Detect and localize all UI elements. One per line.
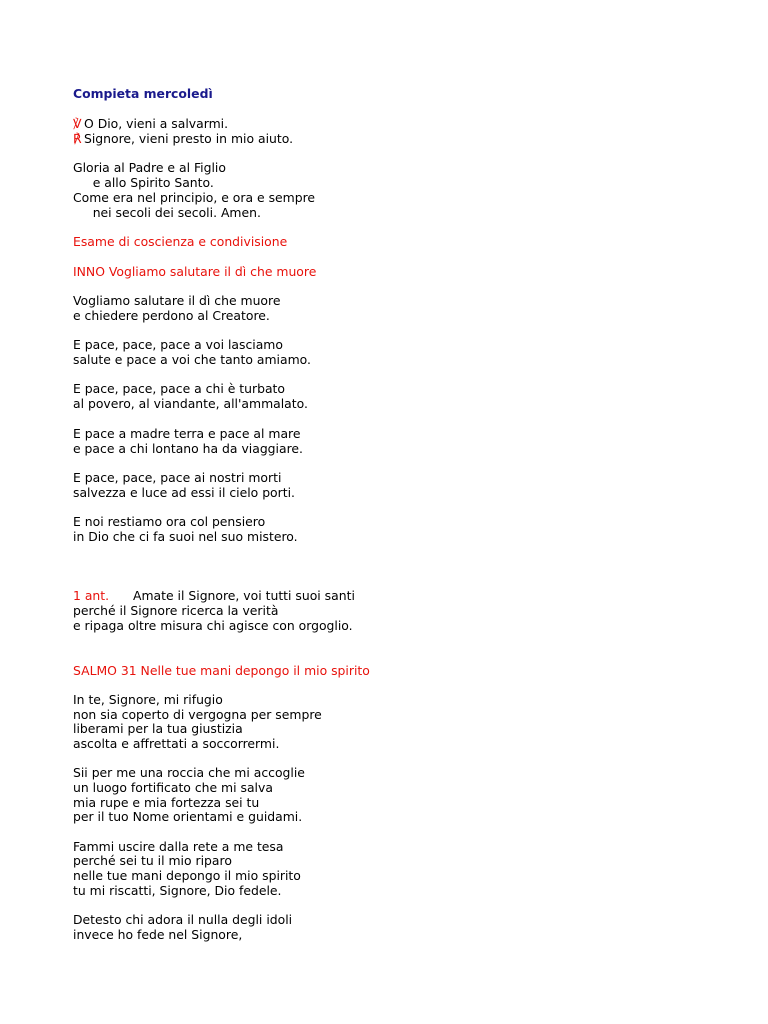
hymn-line: e chiedere perdono al Creatore. xyxy=(73,308,270,323)
exam-heading: Esame di coscienza e condivisione xyxy=(73,234,288,249)
hymn-line: al povero, al viandante, all'ammalato. xyxy=(73,396,308,411)
psalm-line: nelle tue mani depongo il mio spirito xyxy=(73,868,301,883)
psalm-line: perché sei tu il mio riparo xyxy=(73,853,232,868)
response-line xyxy=(73,131,293,146)
versicle-text: O Dio, vieni a salvarmi. xyxy=(84,116,229,131)
versicle-line xyxy=(73,116,228,131)
hymn-line: E pace, pace, pace a voi lasciamo xyxy=(73,337,283,352)
psalm-line: In te, Signore, mi rifugio xyxy=(73,692,223,707)
hymn-line: Vogliamo salutare il dì che muore xyxy=(73,293,281,308)
psalm-line: mia rupe e mia fortezza sei tu xyxy=(73,795,260,810)
hymn-line: e pace a chi lontano ha da viaggiare. xyxy=(73,441,303,456)
hymn-line: salvezza e luce ad essi il cielo porti. xyxy=(73,485,295,500)
hymn-line: salute e pace a voi che tanto amiamo. xyxy=(73,352,311,367)
psalm-line: Detesto chi adora il nulla degli idoli xyxy=(73,912,293,927)
hymn-line: in Dio che ci fa suoi nel suo mistero. xyxy=(73,529,298,544)
psalm-line: un luogo fortificato che mi salva xyxy=(73,780,273,795)
gloria-line: e allo Spirito Santo. xyxy=(73,175,214,190)
versicle-symbol: ℣ xyxy=(73,116,82,131)
psalm-line: non sia coperto di vergogna per sempre xyxy=(73,707,322,722)
antiphon-line: perché il Signore ricerca la verità xyxy=(73,603,279,618)
response-symbol: ℟ xyxy=(73,131,82,146)
page-title: Compieta mercoledì xyxy=(73,86,213,101)
gloria-line: nei secoli dei secoli. Amen. xyxy=(73,205,261,220)
gloria-line: Come era nel principio, e ora e sempre xyxy=(73,190,316,205)
psalm-line: per il tuo Nome orientami e guidami. xyxy=(73,809,303,824)
psalm-line: liberami per la tua giustizia xyxy=(73,721,243,736)
psalm-line: tu mi riscatti, Signore, Dio fedele. xyxy=(73,883,282,898)
psalm-line: invece ho fede nel Signore, xyxy=(73,927,243,942)
psalm-line: Sii per me una roccia che mi accoglie xyxy=(73,765,305,780)
antiphon-text: Amate il Signore, voi tutti suoi santi xyxy=(133,588,355,603)
antiphon-line: e ripaga oltre misura chi agisce con orgoglio. xyxy=(73,618,353,633)
psalm-line: ascolta e affrettati a soccorrermi. xyxy=(73,736,280,751)
hymn-line: E pace a madre terra e pace al mare xyxy=(73,426,301,441)
hymn-line: E noi restiamo ora col pensiero xyxy=(73,514,266,529)
hymn-heading: INNO Vogliamo salutare il dì che muore xyxy=(73,264,317,279)
gloria-line: Gloria al Padre e al Figlio xyxy=(73,160,226,175)
antiphon-first-line xyxy=(73,588,355,603)
psalm-line: Fammi uscire dalla rete a me tesa xyxy=(73,839,284,854)
response-text: Signore, vieni presto in mio aiuto. xyxy=(84,131,294,146)
hymn-line: E pace, pace, pace a chi è turbato xyxy=(73,381,285,396)
psalm-heading: SALMO 31 Nelle tue mani depongo il mio spirito xyxy=(73,663,370,678)
hymn-line: E pace, pace, pace ai nostri morti xyxy=(73,470,282,485)
antiphon-label: 1 ant. xyxy=(73,588,110,603)
